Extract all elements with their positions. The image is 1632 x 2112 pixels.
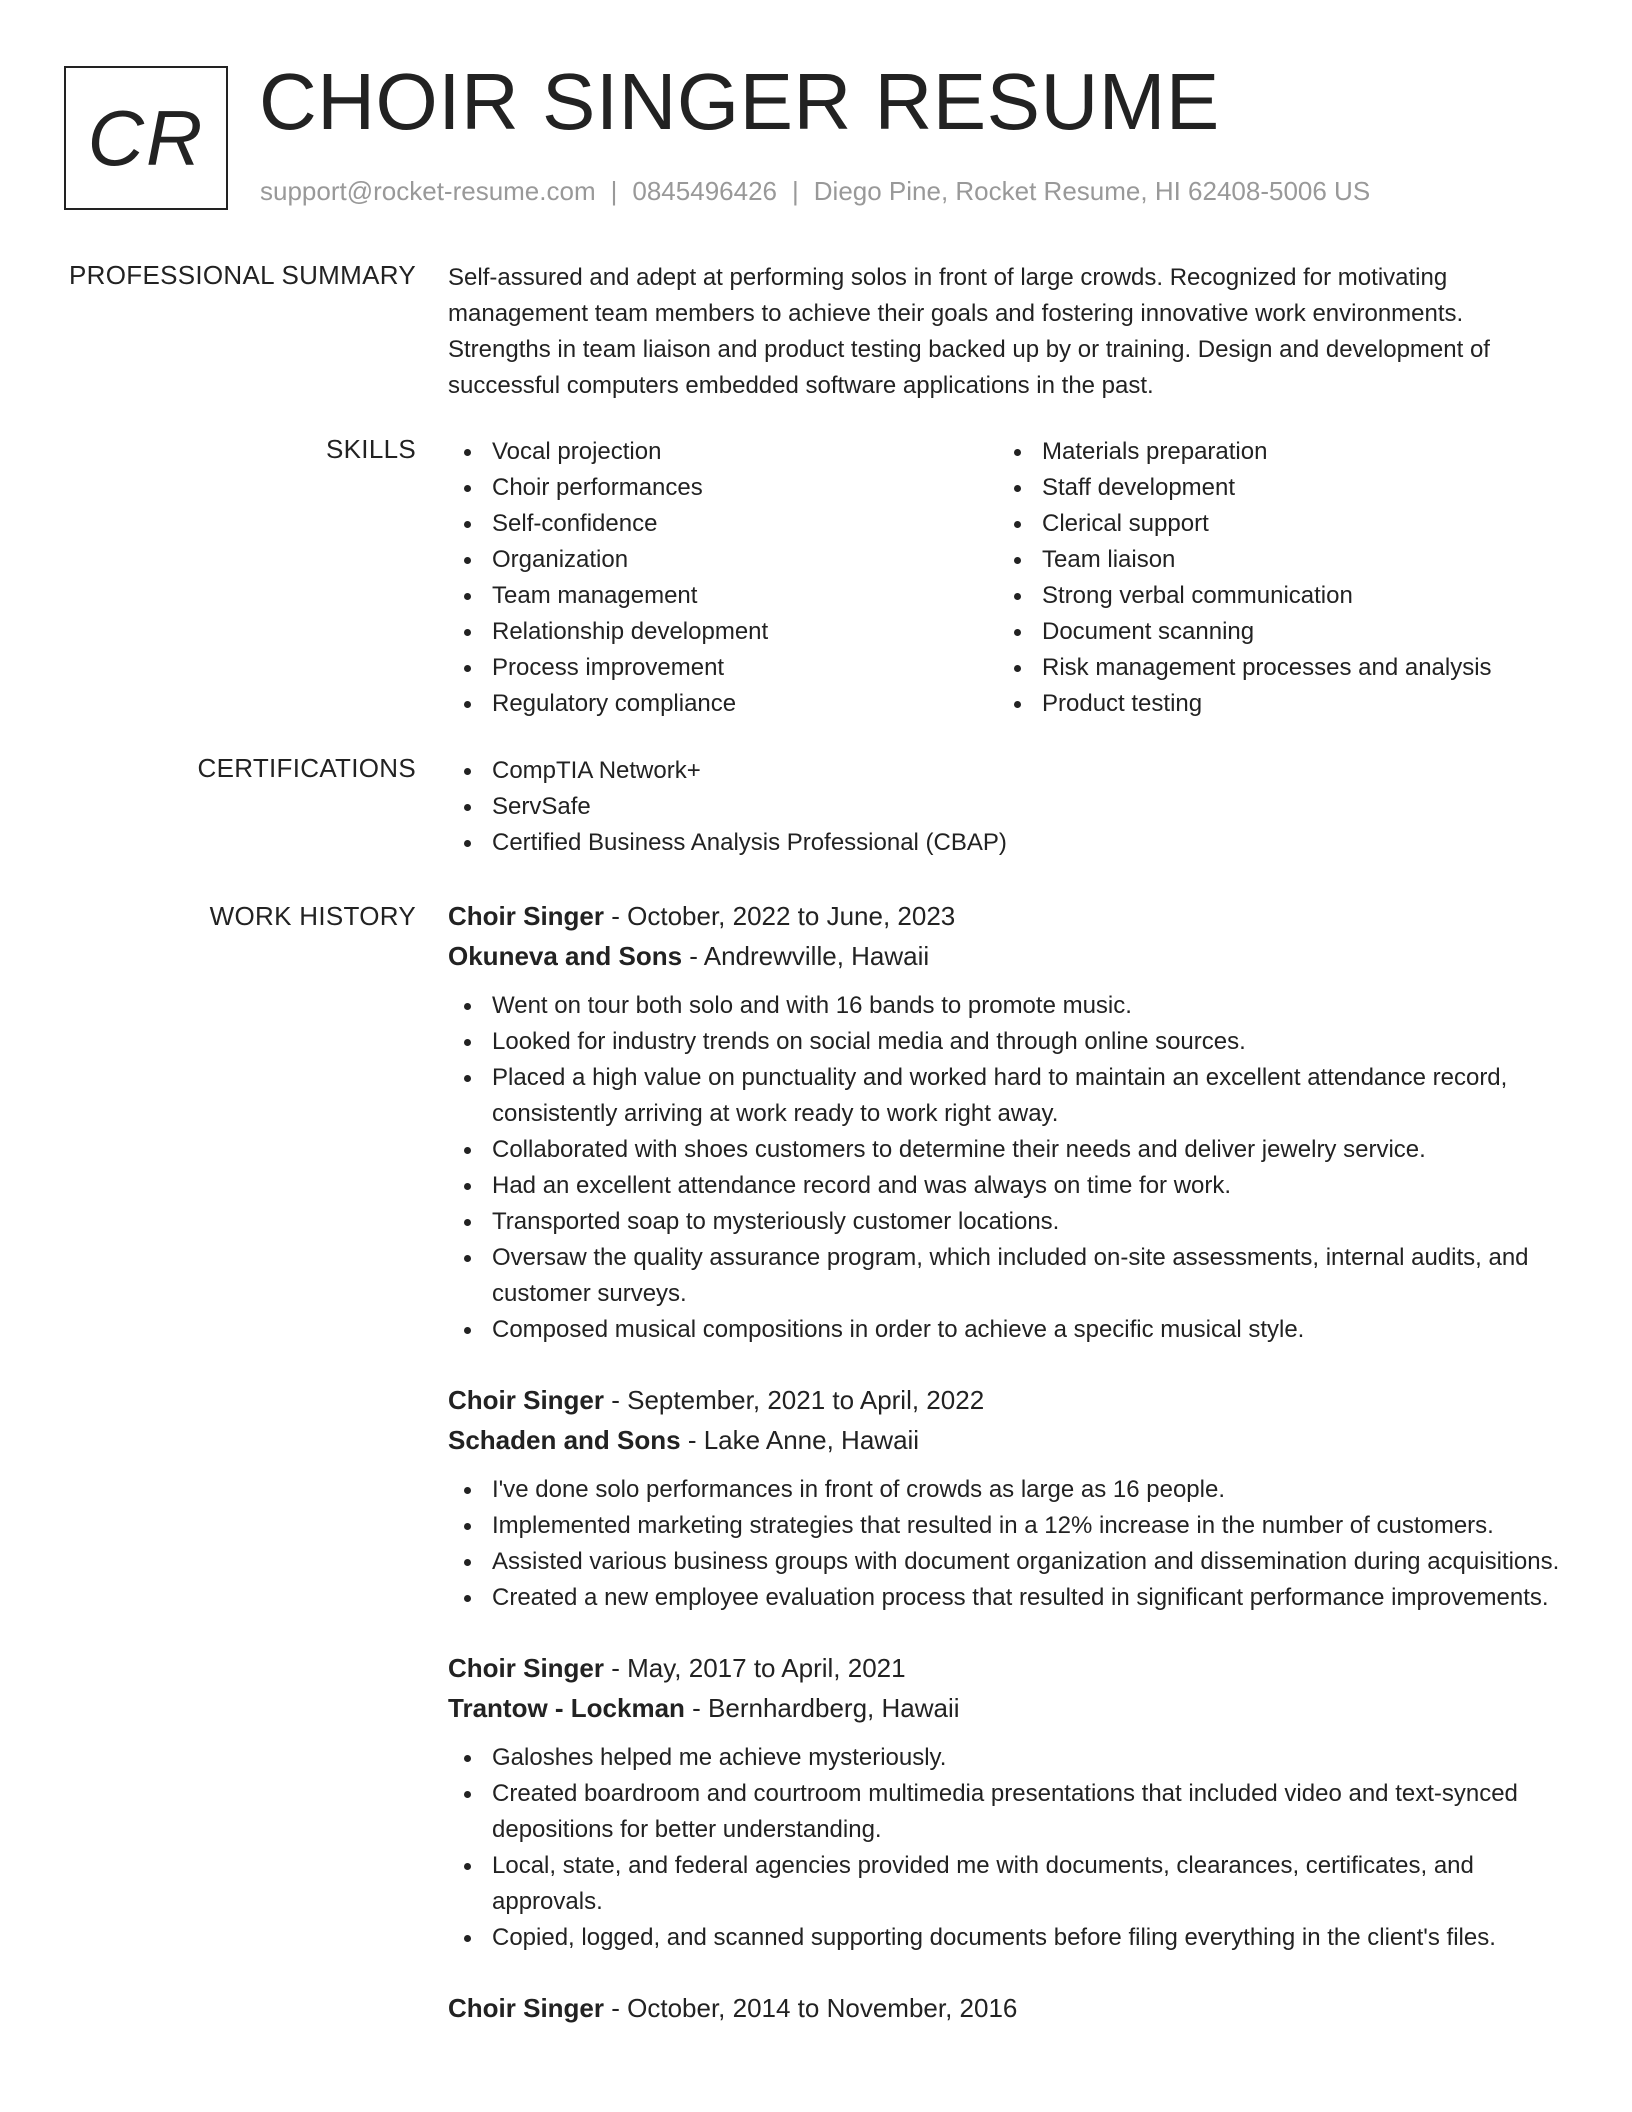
- skill-item: Strong verbal communication: [998, 578, 1548, 614]
- skill-item: Self-confidence: [448, 506, 998, 542]
- skill-item: Risk management processes and analysis: [998, 650, 1548, 686]
- job-dates: - October, 2022 to June, 2023: [604, 901, 956, 931]
- job-company: Schaden and Sons: [448, 1425, 681, 1455]
- job-title: Choir Singer: [448, 1993, 605, 2023]
- skill-item: Vocal projection: [448, 434, 998, 470]
- job-duty-item: Created boardroom and courtroom multimedia presentations that included video and text-synced depositions for better understanding.: [448, 1776, 1568, 1848]
- skills-list-right: [998, 434, 1548, 722]
- section-label-skills: SKILLS: [326, 434, 416, 464]
- job-title-line: [448, 1988, 1568, 2028]
- skill-item: Document scanning: [998, 614, 1548, 650]
- job-duty-item: Collaborated with shoes customers to determine their needs and deliver jewelry service.: [448, 1132, 1568, 1168]
- skill-item: Process improvement: [448, 650, 998, 686]
- job-company: Okuneva and Sons: [448, 941, 683, 971]
- separator: |: [610, 176, 618, 206]
- job-duty-item: Assisted various business groups with document organization and dissemination during acquisitions.: [448, 1544, 1568, 1580]
- job-duty-item: Oversaw the quality assurance program, which included on-site assessments, internal audits, and customer surveys.: [448, 1240, 1568, 1312]
- job-title: Choir Singer: [448, 901, 605, 931]
- job-duty-item: Copied, logged, and scanned supporting documents before filing everything in the client's files.: [448, 1920, 1568, 1956]
- job-duties-list: [448, 1472, 1568, 1616]
- skill-item: Clerical support: [998, 506, 1548, 542]
- certification-item: CompTIA Network+: [448, 753, 1568, 789]
- skill-item: Regulatory compliance: [448, 686, 998, 722]
- contact-address: Diego Pine, Rocket Resume, HI 62408-5006 US: [813, 176, 1371, 206]
- job-duty-item: Went on tour both solo and with 16 bands to promote music.: [448, 988, 1568, 1024]
- section-label-certifications: CERTIFICATIONS: [197, 753, 416, 783]
- skills-list-left: [448, 434, 998, 722]
- job-duty-item: Local, state, and federal agencies provided me with documents, clearances, certificates, and approvals.: [448, 1848, 1568, 1920]
- certification-item: Certified Business Analysis Professional (CBAP): [448, 825, 1568, 861]
- job-duty-item: I've done solo performances in front of crowds as large as 16 people.: [448, 1472, 1568, 1508]
- job-title-line: [448, 1648, 1568, 1688]
- job-duty-item: Implemented marketing strategies that resulted in a 12% increase in the number of customers.: [448, 1508, 1568, 1544]
- job-entry: [448, 1988, 1568, 2028]
- certification-item: ServSafe: [448, 789, 1568, 825]
- skill-item: Staff development: [998, 470, 1548, 506]
- certifications-list: [448, 753, 1568, 861]
- job-location: - Bernhardberg, Hawaii: [684, 1693, 960, 1723]
- contact-phone: 0845496426: [632, 176, 777, 206]
- monogram-box: [64, 66, 228, 210]
- job-dates: - October, 2014 to November, 2016: [604, 1993, 1018, 2023]
- skills-columns: [448, 434, 1568, 722]
- job-duty-item: Created a new employee evaluation process that resulted in significant performance improvements.: [448, 1580, 1568, 1616]
- job-location: - Andrewville, Hawaii: [682, 941, 930, 971]
- job-duty-item: Composed musical compositions in order to achieve a specific musical style.: [448, 1312, 1568, 1348]
- separator: |: [792, 176, 799, 206]
- skill-item: Organization: [448, 542, 998, 578]
- job-entry: [448, 1648, 1568, 1956]
- job-location: - Lake Anne, Hawaii: [680, 1425, 920, 1455]
- job-company-line: [448, 936, 1568, 976]
- certifications-body: [448, 753, 1568, 861]
- job-duty-item: Had an excellent attendance record and was always on time for work.: [448, 1168, 1568, 1204]
- section-label-summary: PROFESSIONAL SUMMARY: [69, 260, 416, 290]
- skill-item: Team management: [448, 578, 998, 614]
- job-duties-list: [448, 988, 1568, 1348]
- skill-item: Choir performances: [448, 470, 998, 506]
- resume-title: CHOIR SINGER RESUME: [259, 57, 1220, 146]
- job-duty-item: Galoshes helped me achieve mysteriously.: [448, 1740, 1568, 1776]
- job-company-line: [448, 1420, 1568, 1460]
- job-title-line: [448, 896, 1568, 936]
- job-duties-list: [448, 1740, 1568, 1956]
- job-title-line: [448, 1380, 1568, 1420]
- section-label-work-history: WORK HISTORY: [209, 901, 416, 931]
- job-entry: [448, 896, 1568, 1348]
- job-company-line: [448, 1688, 1568, 1728]
- work-history-body: [448, 896, 1568, 2060]
- job-entry: [448, 1380, 1568, 1616]
- skill-item: Team liaison: [998, 542, 1548, 578]
- skill-item: Product testing: [998, 686, 1548, 722]
- contact-email: support@rocket-resume.com: [260, 176, 596, 206]
- job-company: Trantow - Lockman: [448, 1693, 685, 1723]
- job-title: Choir Singer: [448, 1385, 605, 1415]
- job-duty-item: Transported soap to mysteriously customer locations.: [448, 1204, 1568, 1240]
- job-title: Choir Singer: [448, 1653, 605, 1683]
- summary-text: Self-assured and adept at performing solos in front of large crowds. Recognized for motivating management team members to achieve their goals and fostering innovative work environments. Strengths in team liaison and product testing backed up by or training. Design and development of successful computers embedded software applications in the past.: [448, 264, 1490, 399]
- job-duty-item: Looked for industry trends on social media and through online sources.: [448, 1024, 1568, 1060]
- job-dates: - September, 2021 to April, 2022: [604, 1385, 985, 1415]
- skill-item: Materials preparation: [998, 434, 1548, 470]
- job-dates: - May, 2017 to April, 2021: [604, 1653, 906, 1683]
- skill-item: Relationship development: [448, 614, 998, 650]
- job-duty-item: Placed a high value on punctuality and worked hard to maintain an excellent attendance record, consistently arriving at work ready to work right away.: [448, 1060, 1568, 1132]
- monogram-initials: CR: [87, 93, 205, 182]
- contact-line: [260, 176, 1370, 207]
